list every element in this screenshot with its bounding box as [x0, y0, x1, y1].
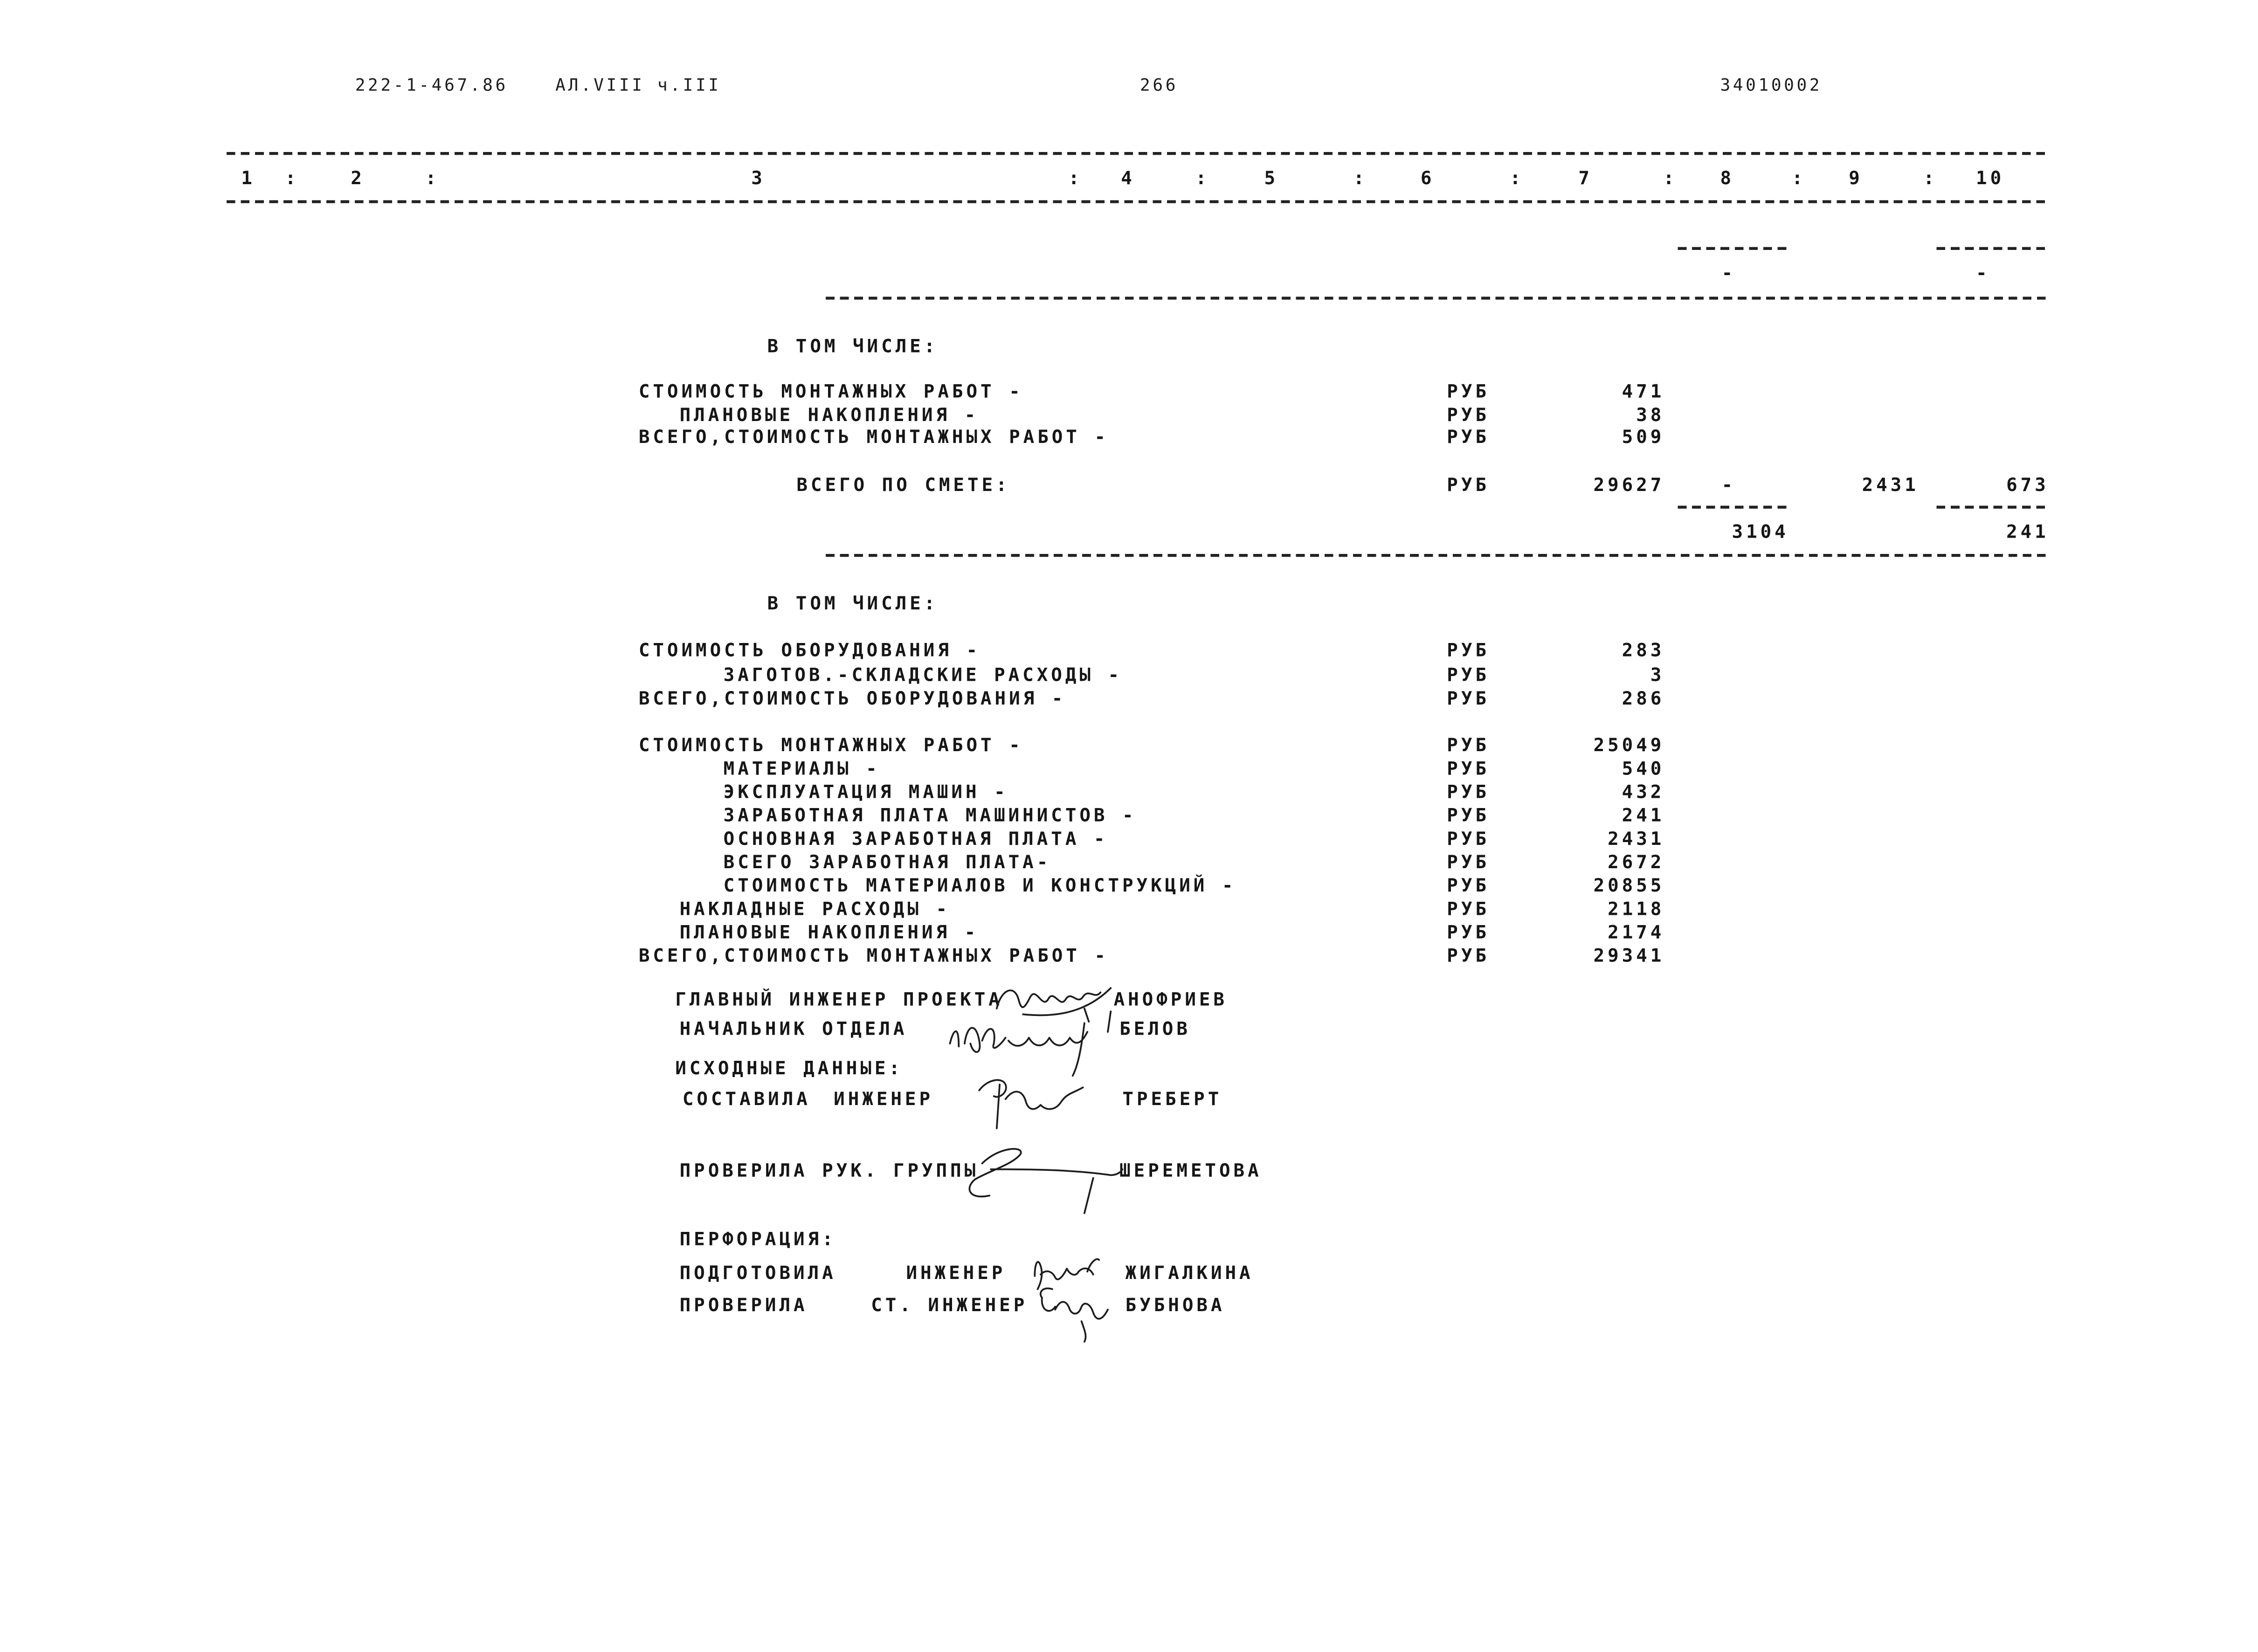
row-label: СТОИМОСТЬ МОНТАЖНЫХ РАБОТ - [638, 733, 1023, 756]
row-label: ЗАГОТОВ.-СКЛАДСКИЕ РАСХОДЫ - [723, 664, 1123, 686]
chief-engineer-name: АНОФРИЕВ [1113, 988, 1228, 1010]
album-reference: АЛ.VIII ч.III [555, 74, 721, 95]
column-separator: : [1195, 166, 1210, 189]
row-value: 509 [1622, 425, 1665, 448]
column-number: 5 [1264, 166, 1279, 189]
rule-col10-sum [1936, 506, 2046, 508]
row-label: ВСЕГО,СТОИМОСТЬ МОНТАЖНЫХ РАБОТ - [638, 944, 1109, 966]
row-unit: РУБ [1447, 733, 1490, 756]
row-value: 286 [1622, 687, 1665, 709]
carried-col8: - [1721, 262, 1736, 284]
rule-col10-top [1936, 248, 2046, 249]
estimate-sum-col10: 241 [2006, 520, 2049, 542]
column-number: 10 [1976, 166, 2005, 189]
signature-bubnova [1041, 1288, 1108, 1342]
row-label: НАКЛАДНЫЕ РАСХОДЫ - [679, 897, 951, 919]
column-number: 3 [751, 166, 766, 189]
row-unit: РУБ [1447, 944, 1490, 966]
document-code: 222-1-467.86 [355, 74, 508, 95]
row-value: 471 [1622, 380, 1665, 402]
punch-checked-by-name: БУБНОВА [1125, 1293, 1225, 1316]
column-separator: : [285, 166, 299, 189]
row-unit: РУБ [1447, 827, 1490, 850]
column-separator: : [1353, 166, 1368, 189]
row-value: 283 [1622, 638, 1665, 661]
row-unit: РУБ [1447, 920, 1490, 943]
row-value: 38 [1636, 403, 1665, 426]
column-separator: : [1663, 166, 1678, 189]
checked-by-role: ПРОВЕРИЛА РУК. ГРУППЫ [679, 1159, 979, 1181]
document-number: 34010002 [1720, 74, 1823, 95]
row-unit: РУБ [1447, 897, 1490, 919]
perforation-heading: ПЕРФОРАЦИЯ: [679, 1228, 836, 1250]
row-value: 2118 [1608, 897, 1665, 919]
row-unit: РУБ [1447, 403, 1490, 426]
checked-by-name: ШЕРЕМЕТОВА [1119, 1159, 1262, 1181]
estimate-total-label: ВСЕГО ПО СМЕТЕ: [796, 473, 1010, 496]
row-label: СТОИМОСТЬ МАТЕРИАЛОВ И КОНСТРУКЦИЙ - [723, 874, 1236, 896]
department-head-role: НАЧАЛЬНИК ОТДЕЛА [679, 1017, 908, 1039]
row-unit: РУБ [1447, 850, 1490, 873]
row-unit: РУБ [1447, 687, 1490, 709]
row-unit: РУБ [1447, 664, 1490, 686]
row-value: 2431 [1608, 827, 1665, 850]
compiled-by-role: СОСТАВИЛА ИНЖЕНЕР [682, 1087, 934, 1110]
rule-section-2 [826, 554, 2046, 556]
column-number: 6 [1420, 166, 1435, 189]
column-separator: : [1068, 166, 1083, 189]
estimate-total-col7: 29627 [1593, 473, 1665, 496]
estimate-sum-col8: 3104 [1732, 520, 1789, 542]
row-value: 241 [1622, 804, 1665, 826]
punched-by-action: ПОДГОТОВИЛА [679, 1261, 836, 1284]
punched-by-title: ИНЖЕНЕР [906, 1261, 1006, 1284]
row-unit: РУБ [1447, 804, 1490, 826]
row-label: ВСЕГО ЗАРАБОТНАЯ ПЛАТА- [723, 850, 1051, 873]
row-unit: РУБ [1447, 780, 1490, 802]
signature-belov [950, 1011, 1111, 1076]
signature-zhigalkina [1035, 1259, 1099, 1289]
chief-engineer-role: ГЛАВНЫЙ ИНЖЕНЕР ПРОЕКТА [675, 988, 1003, 1010]
column-number: 7 [1578, 166, 1593, 189]
row-unit: РУБ [1447, 380, 1490, 402]
row-value: 25049 [1593, 733, 1665, 756]
row-value: 2174 [1608, 920, 1665, 943]
column-number: 1 [241, 166, 255, 189]
source-data-heading: ИСХОДНЫЕ ДАННЫЕ: [675, 1057, 904, 1079]
row-label: ОСНОВНАЯ ЗАРАБОТНАЯ ПЛАТА - [723, 827, 1108, 850]
estimate-total-unit: РУБ [1447, 473, 1490, 496]
column-separator: : [1923, 166, 1938, 189]
row-value: 29341 [1593, 944, 1665, 966]
section-heading: В ТОМ ЧИСЛЕ: [767, 592, 939, 614]
rule-top [227, 152, 2046, 154]
page-number: 266 [1140, 74, 1179, 95]
estimate-total-col9: 2431 [1862, 473, 1919, 496]
rule-section-1 [826, 297, 2046, 299]
rule-col8-sum [1678, 506, 1790, 508]
row-label: ВСЕГО,СТОИМОСТЬ ОБОРУДОВАНИЯ - [638, 687, 1066, 709]
signature-sheremetova [969, 1149, 1122, 1213]
row-label: ПЛАНОВЫЕ НАКОПЛЕНИЯ - [679, 920, 979, 943]
section-heading: В ТОМ ЧИСЛЕ: [767, 334, 939, 357]
row-value: 3 [1650, 664, 1665, 686]
column-number: 2 [351, 166, 365, 189]
column-number: 8 [1720, 166, 1735, 189]
row-unit: РУБ [1447, 638, 1490, 661]
carried-col10: - [1976, 262, 1990, 284]
rule-col8-top [1678, 248, 1790, 249]
signature-anofriev [997, 988, 1111, 1022]
compiled-by-name: ТРЕБЕРТ [1122, 1087, 1222, 1110]
row-unit: РУБ [1447, 425, 1490, 448]
row-label: ЭКСПЛУАТАЦИЯ МАШИН - [723, 780, 1008, 802]
column-separator: : [1510, 166, 1524, 189]
row-label: ВСЕГО,СТОИМОСТЬ МОНТАЖНЫХ РАБОТ - [638, 425, 1109, 448]
row-label: СТОИМОСТЬ МОНТАЖНЫХ РАБОТ - [638, 380, 1023, 402]
rule-header-bottom [227, 200, 2046, 202]
column-separator: : [1792, 166, 1806, 189]
row-value: 432 [1622, 780, 1665, 802]
estimate-total-col8: - [1721, 473, 1736, 496]
signature-trebert [979, 1080, 1083, 1128]
row-value: 20855 [1593, 874, 1665, 896]
row-label: ПЛАНОВЫЕ НАКОПЛЕНИЯ - [679, 403, 979, 426]
punched-by-name: ЖИГАЛКИНА [1125, 1261, 1254, 1284]
column-separator: : [425, 166, 440, 189]
row-label: МАТЕРИАЛЫ - [723, 757, 880, 779]
row-unit: РУБ [1447, 757, 1490, 779]
department-head-name: БЕЛОВ [1119, 1017, 1191, 1039]
row-label: ЗАРАБОТНАЯ ПЛАТА МАШИНИСТОВ - [723, 804, 1137, 826]
row-label: СТОИМОСТЬ ОБОРУДОВАНИЯ - [638, 638, 981, 661]
column-number: 4 [1121, 166, 1135, 189]
row-value: 540 [1622, 757, 1665, 779]
estimate-total-col10: 673 [2006, 473, 2049, 496]
row-value: 2672 [1608, 850, 1665, 873]
row-unit: РУБ [1447, 874, 1490, 896]
punch-checked-by-action: ПРОВЕРИЛА [679, 1293, 808, 1316]
punch-checked-by-title: СТ. ИНЖЕНЕР [871, 1293, 1028, 1316]
column-number: 9 [1849, 166, 1863, 189]
